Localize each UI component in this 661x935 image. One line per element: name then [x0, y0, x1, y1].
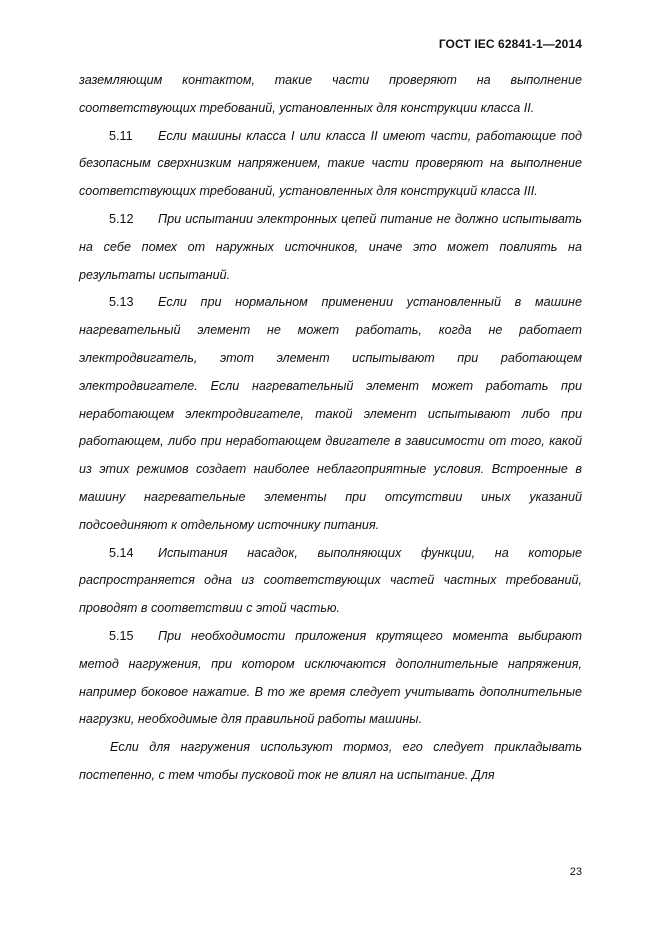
clause-number: 5.12	[109, 211, 134, 226]
standard-header: ГОСТ IEC 62841-1—2014	[438, 37, 582, 51]
paragraph-5-14	[79, 540, 582, 623]
paragraph-text: Если при нормальном применении установленный в машине нагревательный элемент не может работать, когда не работает электродвигатель, этот элемент испытывают при работающем электродвигателе. Если нагревательный элемент может работать при неработающем электродвигателе, такой элемент испытывают либо при работающем, либо при неработающем двигателе в зависимости от того, какой из этих режимов создает наиболее неблагоприятные условия. Встроенные в машину нагревательные элементы при отсутствии иных указаний подсоединяют к отдельному источнику питания.	[79, 295, 582, 532]
clause-number: 5.11	[109, 128, 133, 143]
paragraph-text: При испытании электронных цепей питание не должно испытывать на себе помех от наружных источников, иначе это может повлиять на результаты испытаний.	[79, 211, 582, 282]
paragraph-continuation	[79, 67, 582, 123]
paragraph-text: заземляющим контактом, такие части проверяют на выполнение соответствующих требований, установленных для конструкции класса II.	[79, 73, 582, 115]
paragraph-text: Если машины класса I или класса II имеют части, работающие под безопасным сверхнизким напряжением, такие части проверяют на выполнение соответствующих требований, установленных для конструкций класса III.	[79, 128, 582, 199]
clause-number: 5.13	[109, 295, 134, 310]
page-number: 23	[569, 866, 582, 878]
paragraph-5-12	[79, 206, 582, 289]
paragraph-5-11	[79, 123, 582, 206]
paragraph-brake	[79, 734, 582, 790]
document-body	[79, 67, 582, 790]
paragraph-text: При необходимости приложения крутящего момента выбирают метод нагружения, при котором исключаются дополнительные напряжения, например боковое нажатие. В то же время следует учитывать дополнительные нагрузки, необходимые для правильной работы машины.	[79, 628, 582, 727]
paragraph-text: Если для нагружения используют тормоз, его следует прикладывать постепенно, с тем чтобы пусковой ток не влиял на испытание. Для	[79, 740, 582, 782]
paragraph-5-13	[79, 289, 582, 539]
paragraph-5-15	[79, 623, 582, 734]
clause-number: 5.15	[109, 628, 134, 643]
paragraph-text: Испытания насадок, выполняющих функции, на которые распространяется одна из соответствующих частей частных требований, проводят в соответствии с этой частью.	[79, 545, 582, 616]
clause-number: 5.14	[109, 545, 134, 560]
